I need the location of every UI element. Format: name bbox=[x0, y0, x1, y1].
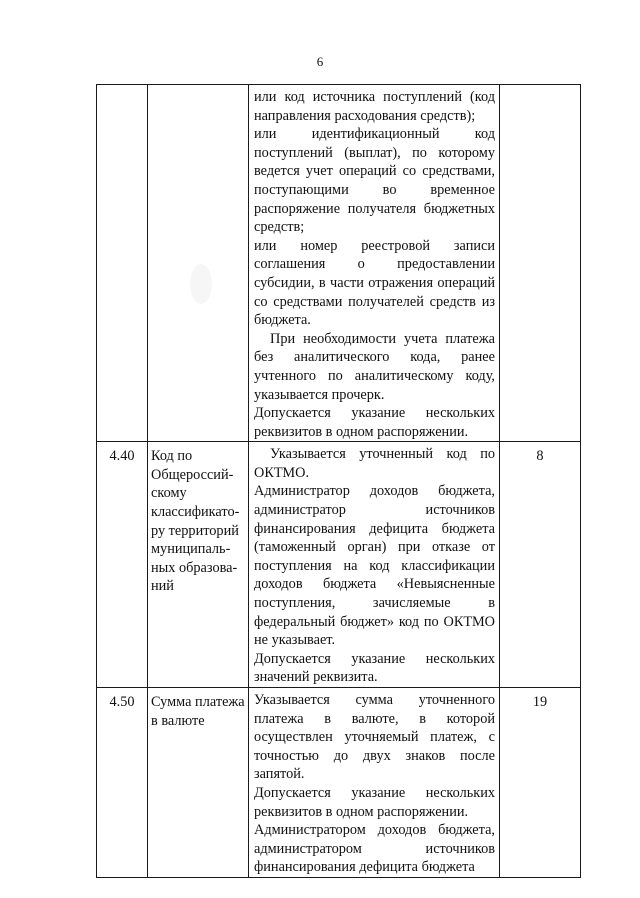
row-number-cell bbox=[97, 442, 148, 688]
description-cell bbox=[249, 688, 500, 878]
row-number-cell bbox=[97, 688, 148, 878]
description-cell bbox=[249, 85, 500, 442]
requisite-name-cell bbox=[148, 688, 249, 878]
row-number: 4.50 bbox=[109, 694, 135, 710]
requisite-name-cell bbox=[148, 442, 249, 688]
description bbox=[249, 688, 499, 877]
table-row bbox=[97, 85, 581, 442]
field-code-cell bbox=[500, 688, 581, 878]
description-paragraph: Допускается указание нескольких реквизитов в одном распоряжении. bbox=[254, 784, 495, 820]
field-code bbox=[500, 85, 580, 90]
field-code-cell bbox=[500, 442, 581, 688]
row-number bbox=[97, 85, 147, 90]
requisite-name: Код по Общероссий-скому классификато-ру территорий муниципаль-ных образова-ний bbox=[151, 448, 240, 595]
requisite-name bbox=[148, 85, 248, 90]
description-paragraph: Допускается указание нескольких значений реквизита. bbox=[254, 650, 495, 686]
description-paragraph: или код источника поступлений (код направления расходования средств); bbox=[254, 89, 495, 124]
description-paragraph: Указывается уточненный код по ОКТМО. bbox=[254, 446, 495, 481]
field-code: 8 bbox=[536, 448, 544, 465]
field-code: 19 bbox=[532, 694, 548, 710]
table-row bbox=[97, 688, 581, 878]
description-paragraph: Администратором доходов бюджета, администратором источников финансирования дефицита бюджета bbox=[254, 822, 495, 876]
requisite-name: Сумма платежа в валюте bbox=[151, 694, 245, 729]
description-cell bbox=[249, 442, 500, 688]
table-row bbox=[97, 442, 581, 688]
requisites-table bbox=[96, 84, 581, 878]
description-paragraph: При необходимости учета платежа без аналитического кода, ранее учтенного по аналитическому коду, указывается прочерк. bbox=[254, 330, 495, 403]
page-number: 6 bbox=[316, 54, 324, 69]
description bbox=[249, 442, 499, 687]
description-paragraph: Указывается сумма уточненного платежа в валюте, в которой осуществлен уточняемый платеж, с точностью до двух знаков после запятой. bbox=[254, 692, 495, 783]
row-number-cell bbox=[97, 85, 148, 442]
description bbox=[249, 85, 499, 441]
description-paragraph: Администратор доходов бюджета, администратор источников финансирования дефицита бюджета (таможенный орган) при отказе от поступления на код классификации доходов бюджета «Невыясненные поступления, зачисляемые в федеральный бюджет» код по ОКТМО не указывает. bbox=[254, 483, 495, 649]
scan-artifact bbox=[190, 264, 212, 304]
row-number: 4.40 bbox=[109, 448, 135, 465]
field-code-cell bbox=[500, 85, 581, 442]
requisite-name-cell bbox=[148, 85, 249, 442]
description-paragraph: или номер реестровой записи соглашения о предоставлении субсидии, в части отражения операций со средствами получателей средств из бюджета. bbox=[254, 237, 495, 329]
description-paragraph: или идентификационный код поступлений (выплат), по которому ведется учет операций со средствами, поступающими во временное распоряжение получателя бюджетных средств; bbox=[254, 126, 495, 236]
description-paragraph: Допускается указание нескольких реквизитов в одном распоряжении. bbox=[254, 405, 495, 440]
